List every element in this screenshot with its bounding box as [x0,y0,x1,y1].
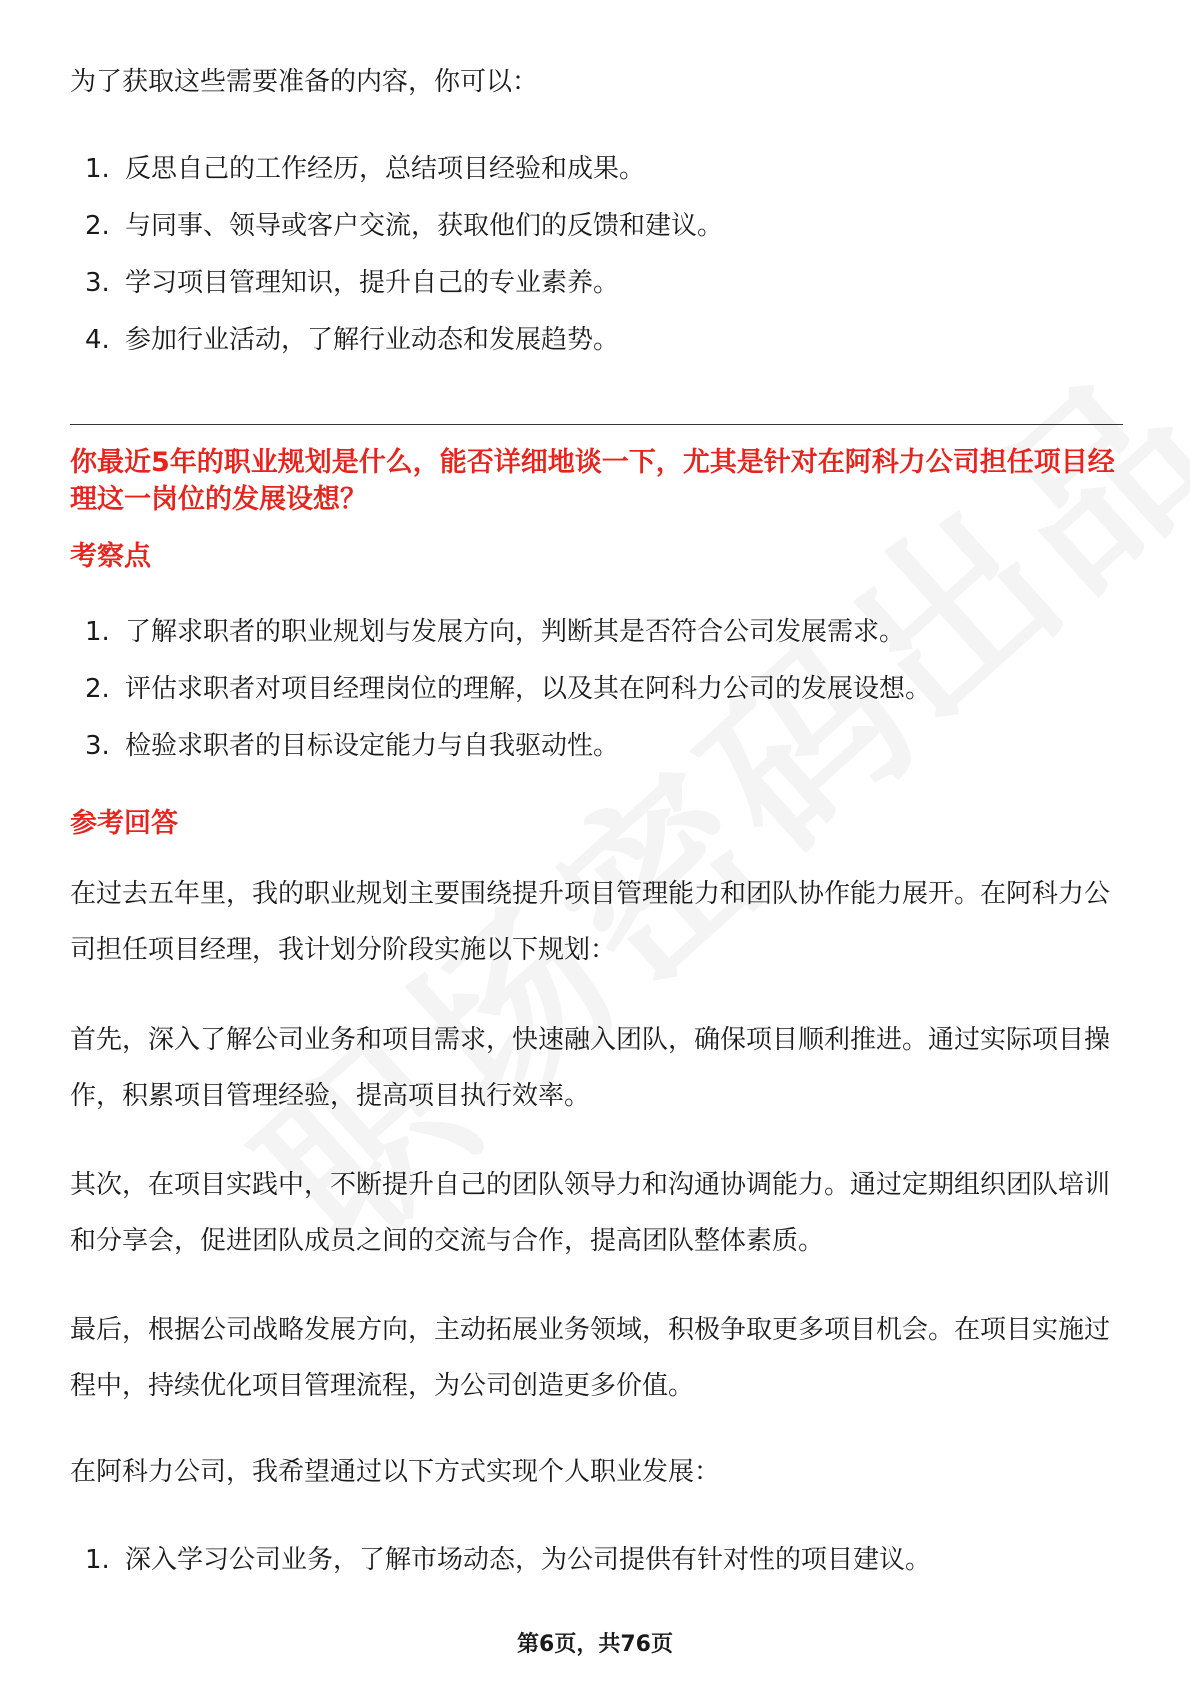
list-item [70,726,931,766]
list-number: 3. [85,268,110,298]
kaochadian-label: 考察点 [70,541,151,572]
answer-paragraph: 其次，在项目实践中，不断提升自己的团队领导力和沟通协调能力。通过定期组织团队培训和分享会，促进团队成员之间的交流与合作，提高团队整体素质。 [70,1170,1111,1256]
section-divider [70,424,1123,425]
list-item [70,320,723,360]
list-item-text: 与同事、领导或客户交流，获取他们的反馈和建议。 [125,211,724,241]
answer-paragraph: 在阿科力公司，我希望通过以下方式实现个人职业发展： [70,1457,721,1487]
list-item [70,263,723,303]
list-number: 4. [85,325,110,355]
prep-list [70,149,723,377]
list-item-text: 检验求职者的目标设定能力与自我驱动性。 [125,731,620,761]
list-item-text: 了解求职者的职业规划与发展方向，判断其是否符合公司发展需求。 [125,617,906,647]
list-number: 3. [85,731,110,761]
list-item-text: 深入学习公司业务，了解市场动态，为公司提供有针对性的项目建议。 [125,1545,932,1575]
answer-label: 参考回答 [70,808,178,839]
answer-paragraph: 首先，深入了解公司业务和项目需求，快速融入团队，确保项目顺利推进。通过实际项目操作，积累项目管理经验，提高项目执行效率。 [70,1025,1111,1111]
dev-list [70,1540,931,1597]
list-item [70,206,723,246]
list-number: 2. [85,674,110,704]
list-item-text: 参加行业活动，了解行业动态和发展趋势。 [125,325,620,355]
list-number: 2. [85,211,110,241]
intro-text: 为了获取这些需要准备的内容，你可以： [70,67,539,97]
list-item [70,669,931,709]
list-item [70,1540,931,1580]
question-heading: 你最近5年的职业规划是什么，能否详细地谈一下，尤其是针对在阿科力公司担任项目经理这一岗位的发展设想？ [70,447,1115,515]
list-item [70,149,723,189]
list-item-text: 评估求职者对项目经理岗位的理解，以及其在阿科力公司的发展设想。 [125,674,932,704]
kaochadian-list [70,612,931,783]
list-number: 1. [85,617,110,647]
list-item [70,612,931,652]
list-number: 1. [85,1545,110,1575]
list-item-text: 反思自己的工作经历，总结项目经验和成果。 [125,154,646,184]
page-footer: 第6页，共76页 [517,1632,673,1657]
answer-paragraph: 在过去五年里，我的职业规划主要围绕提升项目管理能力和团队协作能力展开。在阿科力公司担任项目经理，我计划分阶段实施以下规划： [70,879,1111,965]
list-number: 1. [85,154,110,184]
answer-paragraph: 最后，根据公司战略发展方向，主动拓展业务领域，积极争取更多项目机会。在项目实施过程中，持续优化项目管理流程，为公司创造更多价值。 [70,1315,1111,1401]
list-item-text: 学习项目管理知识，提升自己的专业素养。 [125,268,620,298]
